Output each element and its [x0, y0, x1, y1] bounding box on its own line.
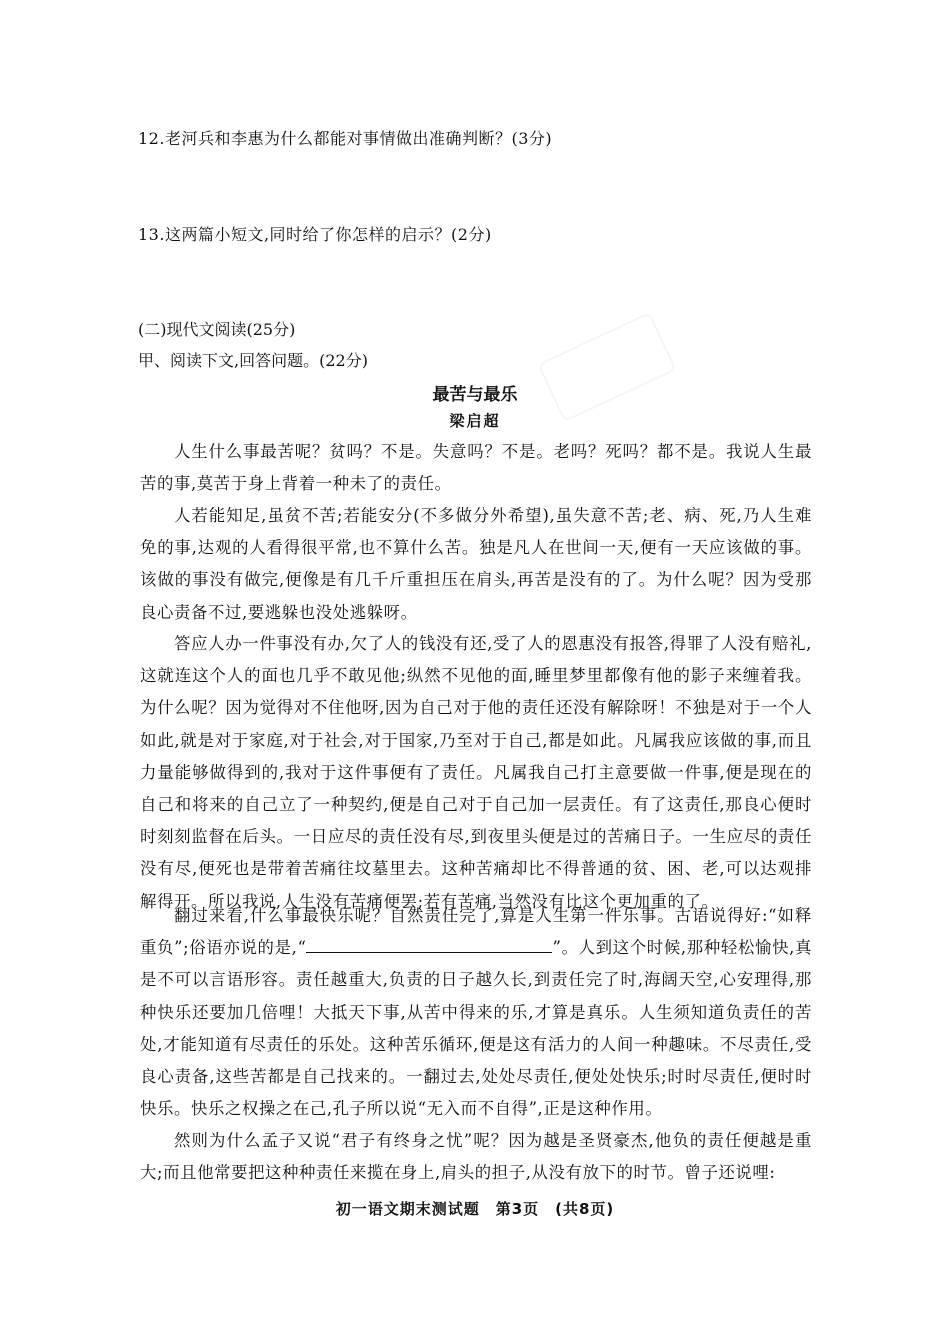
paragraph-1: 人生什么事最苦呢？贫吗？不是。失意吗？不是。老吗？死吗？都不是。我说人生最苦的事,莫苦于身上背着一种未了的责任。 — [140, 442, 812, 494]
paragraph-2: 人若能知足,虽贫不苦;若能安分(不多做分外希望),虽失意不苦;老、病、死,乃人生难免的事,达观的人看得很平常,也不算什么苦。独是凡人在世间一天,便有一天应该做的事。该做的事没有做完,便像是有几千斤重担压在肩头,再苦是没有的了。为什么呢？因为受那良心责备不过,要逃躲也没处逃躲呀。 — [140, 506, 812, 622]
page-footer: 初一语文期末测试题 第3页 (共8页) — [335, 1200, 615, 1218]
article-title: 最苦与最乐 — [432, 385, 518, 405]
question-12: 12.老河兵和李惠为什么都能对事情做出准确判断？(3分) — [138, 129, 553, 148]
paragraph-4 — [140, 900, 812, 1125]
paragraph-4-before: 翻过来看,什么事最快乐呢？自然责任完了,算是人生第一件乐事。古语说得好:“如释重负”;俗语亦说的是,“ — [140, 906, 812, 958]
paragraph-3: 答应人办一件事没有办,欠了人的钱没有还,受了人的恩惠没有报答,得罪了人没有赔礼,这就连这个人的面也几乎不敢见他;纵然不见他的面,睡里梦里都像有他的影子来缠着我。为什么呢？因为觉得对不住他呀,因为自己对于他的责任还没有解除呀！不独是对于一个人如此,就是对于家庭,对于社会,对于国家,乃至对于自己,都是如此。凡属我应该做的事,而且力量能够做得到的,我对于这件事便有了责任。凡属我自己打主意要做一件事,便是现在的自己和将来的自己立了一种契约,便是自己对于自己加一层责任。有了这责任,那良心便时时刻刻监督在后头。一日应尽的责任没有尽,到夜里头便是过的苦痛日子。一生应尽的责任没有尽,便死也是带着苦痛往坟墓里去。这种苦痛却比不得普通的贫、困、老,可以达观排解得开。所以我说,人生没有苦痛便罢;若有苦痛,当然没有比这个更加重的了。 — [140, 634, 812, 911]
section-instruction: 甲、阅读下文,回答问题。(22分) — [138, 351, 368, 370]
article-author: 梁启超 — [449, 412, 501, 430]
fill-in-blank[interactable] — [306, 938, 552, 953]
watermark-stamp — [537, 312, 676, 422]
paragraph-4-after: ”。人到这个时候,那种轻松愉快,真是不可以言语形容。责任越重大,负责的日子越久长,到责任完了时,海阔天空,心安理得,那种快乐还要加几倍哩！大抵天下事,从苦中得来的乐,才算是真乐。人生须知道负责任的苦处,才能知道有尽责任的乐处。这种苦乐循环,便是这有活力的人间一种趣味。不尽责任,受良心责备,这些苦都是自己找来的。一翻过去,处处尽责任,便处处快乐;时时尽责任,便时时快乐。快乐之权操之在己,孔子所以说“无入而不自得”,正是这种作用。 — [140, 938, 812, 1119]
question-13: 13.这两篇小短文,同时给了你怎样的启示？(2分) — [138, 225, 492, 244]
section-heading: (二)现代文阅读(25分) — [138, 320, 296, 339]
paragraph-5: 然则为什么孟子又说“君子有终身之忧”呢？因为越是圣贤豪杰,他负的责任便越是重大;而且他常要把这种种责任来揽在身上,肩头的担子,从没有放下的时节。曾子还说哩: — [140, 1131, 812, 1183]
